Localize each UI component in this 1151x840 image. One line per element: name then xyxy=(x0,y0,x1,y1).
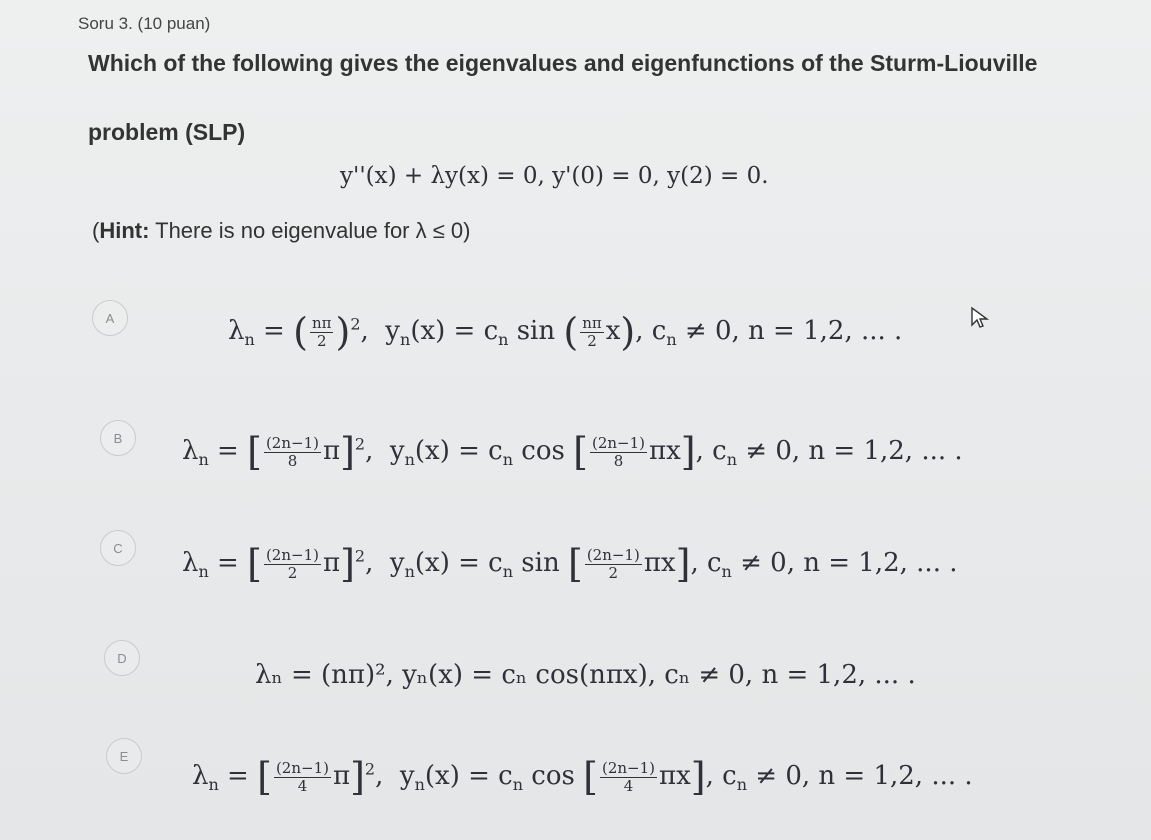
option-c-radio[interactable]: C xyxy=(100,530,136,566)
option-b-radio[interactable]: B xyxy=(100,420,136,456)
equals: = xyxy=(254,316,294,346)
question-line-2: problem (SLP) xyxy=(88,119,246,145)
option-e-radio[interactable]: E xyxy=(106,738,142,774)
hint-label: Hint: xyxy=(99,218,150,243)
lambda: λ xyxy=(228,316,245,346)
question-line-1: Which of the following gives the eigenvalues and eigenfunctions of the Sturm-Liouville xyxy=(88,50,1038,76)
option-d-radio[interactable]: D xyxy=(104,640,140,676)
hint: (Hint: There is no eigenvalue for λ ≤ 0) xyxy=(92,218,471,243)
function-name: sin xyxy=(508,316,564,346)
option-a-formula[interactable]: $\lambda_n$ = ( $\frac{n\pi}{2}$ )$^2$, $y_n(x) = c_n$ sin ( $\frac{n\pi}{2}$ x), $c_n \ne 0$, n = 1,2, ... . xyxy=(228,310,903,354)
question-header: Soru 3. (10 puan) xyxy=(78,14,211,33)
option-e-formula[interactable]: $\lambda_n$ = [ $\frac{(2n-1)}{4}$ π]$^2$, $y_n(x) = c_n$ cos [ $\frac{(2n-1)}{4}$ πx], $c_n \ne 0$, n = 1,2, ... . xyxy=(192,755,973,799)
hint-text: There is no eigenvalue for λ ≤ 0) xyxy=(149,218,471,243)
option-d-formula[interactable]: λₙ = (nπ)², yₙ(x) = cₙ cos(nπx), cₙ ≠ 0, n = 1,2, ... . xyxy=(255,660,916,690)
lambda-sub: n xyxy=(244,330,255,350)
fraction: $\frac{n\pi}{2}$ xyxy=(311,314,332,350)
exponent: 2 xyxy=(350,314,361,334)
option-b-formula[interactable]: $\lambda_n$ = [ $\frac{(2n-1)}{8}$ π]$^2$, $y_n(x) = c_n$ cos [ $\frac{(2n-1)}{8}$ πx], $c_n \ne 0$, n = 1,2, ... . xyxy=(182,430,963,474)
option-a-radio[interactable]: A xyxy=(92,300,128,336)
mouse-cursor-icon xyxy=(968,305,994,331)
option-c-formula[interactable]: $\lambda_n$ = [ $\frac{(2n-1)}{2}$ π]$^2$, $y_n(x) = c_n$ sin [ $\frac{(2n-1)}{2}$ πx], $c_n \ne 0$, n = 1,2, ... . xyxy=(182,542,958,586)
y-symbol: y xyxy=(385,316,400,346)
sl-equation: y''(x) + λy(x) = 0, y'(0) = 0, y(2) = 0. xyxy=(340,163,769,189)
